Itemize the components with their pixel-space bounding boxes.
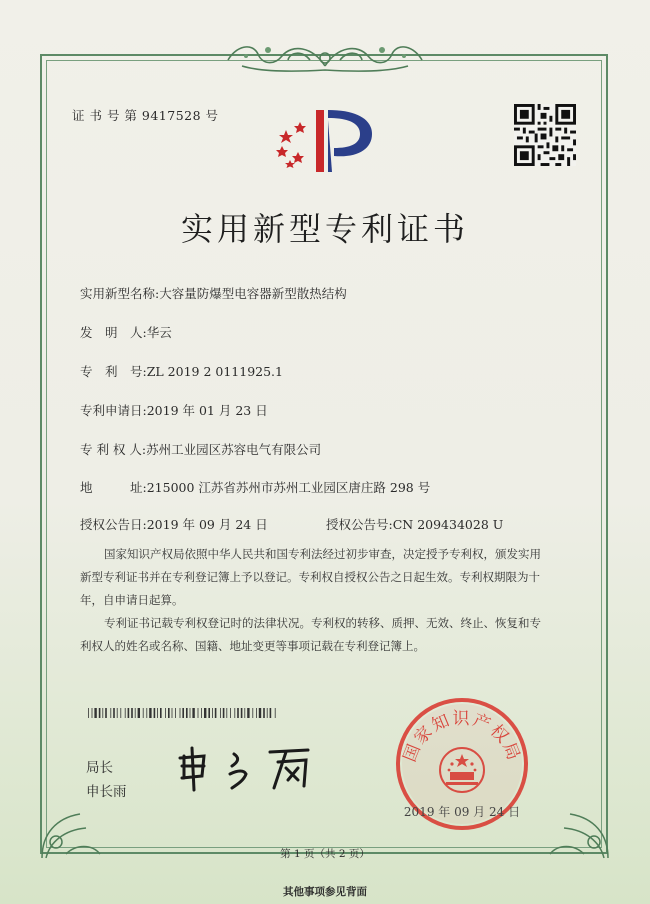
barcode-bar — [154, 708, 156, 718]
body-line: 新型专利证书并在专利登记簿上予以登记。专利权自授权公告之日起生效。专利权期限为十 — [80, 570, 540, 584]
patent-office-logo — [272, 106, 380, 176]
barcode-bar — [102, 708, 103, 718]
field-value: 大容量防爆型电容器新型散热结构 — [159, 286, 347, 301]
body-paragraph-1 — [80, 543, 580, 612]
barcode-bar — [172, 708, 173, 718]
barcode-bar — [223, 708, 225, 718]
barcode-bar — [186, 708, 188, 718]
barcode-bar — [208, 708, 210, 718]
barcode-bar — [128, 708, 130, 718]
barcode-bar — [99, 708, 101, 718]
barcode-bar — [256, 708, 257, 718]
barcode-bar — [117, 708, 118, 718]
body-line: 利权人的姓名或名称、国籍、地址变更等事项记载在专利登记簿上。 — [80, 639, 425, 653]
barcode-bar — [180, 708, 181, 718]
field-grant-number — [326, 515, 503, 533]
barcode-bar — [105, 708, 107, 718]
barcode-bar — [198, 708, 199, 718]
barcode-bar — [110, 708, 111, 718]
barcode-bar — [204, 708, 206, 718]
field-inventor — [80, 323, 172, 341]
barcode-bar — [263, 708, 265, 718]
field-label: 发 明 人: — [80, 325, 147, 340]
body-line: 年，自申请日起算。 — [80, 593, 184, 607]
seal-date: 2019 年 09 月 24 日 — [403, 805, 521, 819]
field-utility-model-name — [80, 284, 347, 302]
barcode-bar — [113, 708, 115, 718]
barcode-bar — [157, 708, 158, 718]
field-value: 215000 江苏省苏州市苏州工业园区唐庄路 298 号 — [146, 480, 431, 495]
barcode-bar — [212, 708, 213, 718]
body-line: 国家知识产权局依照中华人民共和国专利法经过初步审查，决定授予专利权，颁发实用 — [104, 547, 541, 561]
barcode-bar — [168, 708, 170, 718]
barcode-bar — [230, 708, 231, 718]
barcode-bar — [190, 708, 191, 718]
body-paragraph-2 — [80, 612, 580, 658]
field-value: 2019 年 09 月 24 日 — [146, 517, 268, 532]
director-title: 局长 — [86, 760, 113, 776]
field-label: 授权公告日: — [80, 517, 147, 532]
director-name: 申长雨 — [86, 784, 127, 800]
field-value: 苏州工业园区苏容电气有限公司 — [146, 442, 322, 457]
field-label: 专 利 权 人: — [80, 442, 147, 457]
barcode-bar — [234, 708, 235, 718]
barcode-bar — [135, 708, 136, 718]
footer-note: 其他事项参见背面 — [283, 886, 367, 898]
barcode-bar — [88, 708, 89, 718]
field-value: 2019 年 01 月 23 日 — [146, 403, 268, 418]
barcode-bar — [241, 708, 243, 718]
field-address — [80, 478, 430, 496]
field-application-date — [80, 401, 268, 419]
barcode-bar — [120, 708, 121, 718]
barcode — [88, 708, 278, 718]
barcode-bar — [226, 708, 227, 718]
director-signature — [174, 744, 334, 794]
barcode-bar — [149, 708, 151, 718]
field-patent-number — [80, 362, 283, 380]
barcode-bar — [237, 708, 239, 718]
barcode-bar — [138, 708, 140, 718]
qr-code — [514, 104, 576, 166]
certificate-title: 实用新型专利证书 — [180, 210, 469, 248]
barcode-bar — [192, 708, 194, 718]
field-label: 授权公告号: — [326, 517, 393, 532]
barcode-bar — [244, 708, 245, 718]
barcode-bar — [92, 708, 93, 718]
barcode-bar — [175, 708, 176, 718]
barcode-bar — [201, 708, 202, 718]
barcode-bar — [247, 708, 249, 718]
field-label: 实用新型名称: — [80, 286, 160, 301]
field-label: 专利申请日: — [80, 403, 147, 418]
barcode-bar — [252, 708, 253, 718]
body-line: 专利证书记载专利权登记时的法律状况。专利权的转移、质押、无效、终止、恢复和专 — [104, 616, 541, 630]
barcode-bar — [125, 708, 126, 718]
barcode-bar — [220, 708, 221, 718]
top-border-ornament — [222, 36, 428, 76]
field-grant-date — [80, 515, 268, 533]
page-number: 第 1 页（共 2 页） — [280, 848, 370, 860]
field-value: CN 209434028 U — [392, 517, 504, 532]
barcode-bar — [259, 708, 261, 718]
field-label: 地 址: — [80, 480, 147, 495]
barcode-bar — [131, 708, 133, 718]
barcode-bar — [143, 708, 144, 718]
barcode-bar — [165, 708, 166, 718]
barcode-bar — [275, 708, 276, 718]
certificate-number: 证 书 号 第 9417528 号 — [72, 108, 219, 123]
field-value: 华云 — [146, 325, 172, 340]
barcode-bar — [160, 708, 162, 718]
barcode-bar — [270, 708, 272, 718]
field-value: ZL 2019 2 0111925.1 — [146, 364, 283, 379]
barcode-bar — [215, 708, 217, 718]
barcode-bar — [146, 708, 147, 718]
field-patent-holder — [80, 440, 321, 458]
barcode-bar — [267, 708, 268, 718]
official-seal — [392, 694, 532, 834]
field-label: 专 利 号: — [80, 364, 147, 379]
barcode-bar — [182, 708, 184, 718]
seal-text: 国家知识产权局 — [399, 709, 525, 765]
barcode-bar — [94, 708, 96, 718]
